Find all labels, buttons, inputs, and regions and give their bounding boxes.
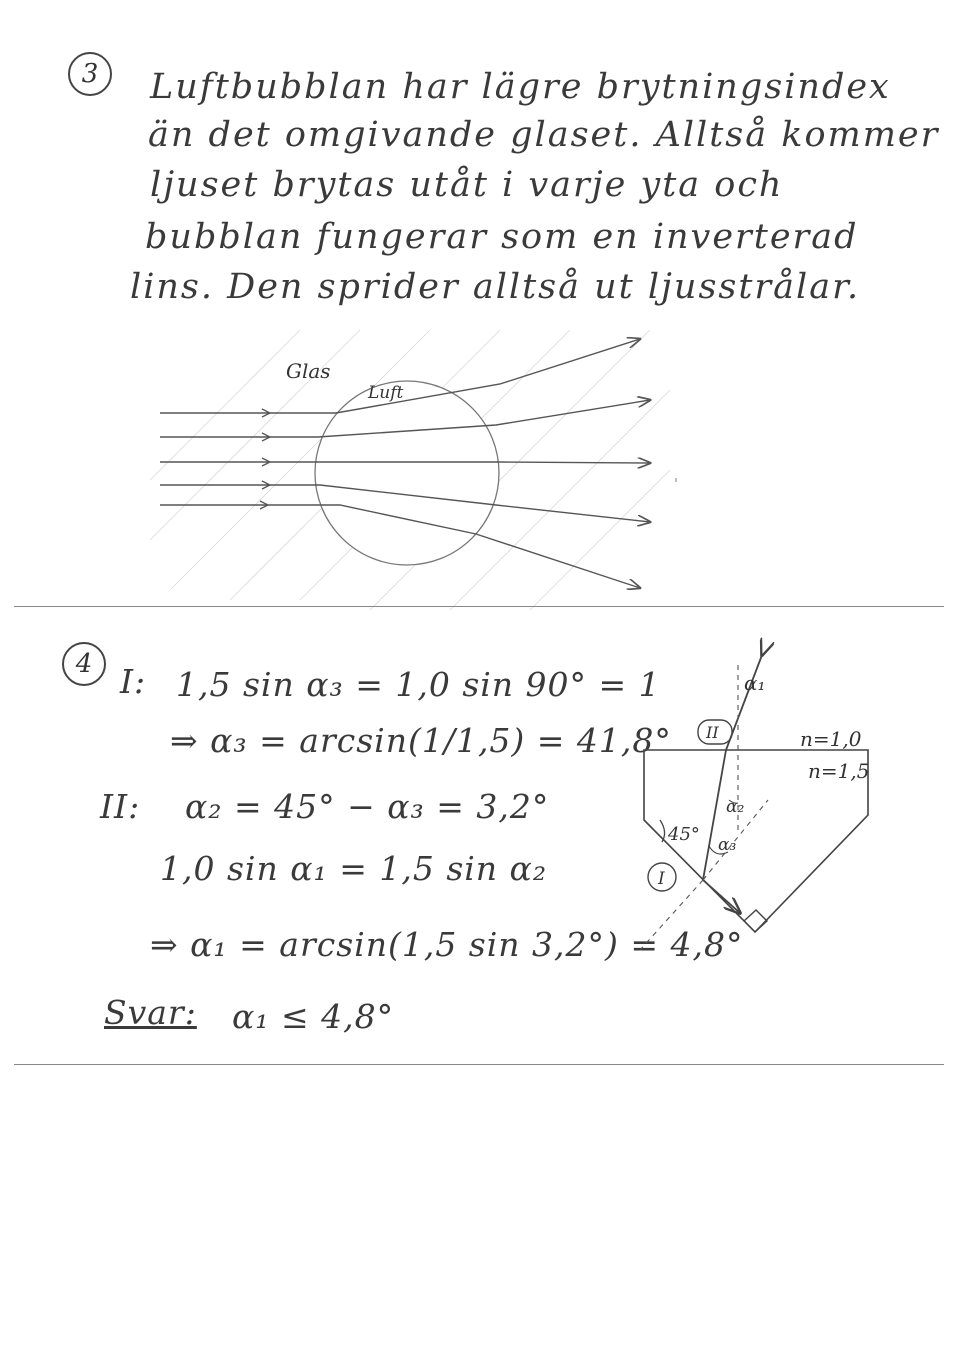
marker-I xyxy=(648,863,676,891)
label-45-degrees: 45° xyxy=(668,824,700,845)
refracted-ray xyxy=(703,750,726,880)
label-glass: Glas xyxy=(286,359,331,383)
label-alpha2: α₂ xyxy=(726,797,745,817)
label-n-top: n=1,0 xyxy=(800,727,862,751)
answer-label: Svar: xyxy=(104,993,197,1032)
answer-value: α₁ ≤ 4,8° xyxy=(232,997,395,1036)
eq-5: ⇒ α₁ = arcsin(1,5 sin 3,2°) = 4,8° xyxy=(150,925,744,964)
label-air: Luft xyxy=(368,383,404,403)
normal-slant-ext xyxy=(640,880,703,950)
problem-3-line-5: lins. Den sprider alltså ut ljusstrålar. xyxy=(130,267,861,307)
right-angle-marker xyxy=(744,910,767,932)
label-alpha3: α₃ xyxy=(718,835,737,855)
label-n-bottom: n=1,5 xyxy=(808,759,870,783)
problem-3-number: 3 xyxy=(68,52,112,96)
problem-3-line-1: Luftbubblan har lägre brytningsindex xyxy=(150,67,891,107)
svg-text:II: II xyxy=(706,723,719,742)
label-alpha1: α₁ xyxy=(744,671,766,695)
section-divider-2 xyxy=(14,1064,944,1065)
eq-3: α₂ = 45° − α₃ = 3,2° xyxy=(185,787,550,826)
problem-3-line-2: än det omgivande glaset. Alltså kommer xyxy=(148,115,940,155)
eq-1: 1,5 sin α₃ = 1,0 sin 90° = 1 xyxy=(176,665,661,704)
eq-1-label: I: xyxy=(120,662,147,701)
svg-text:I: I xyxy=(658,869,665,889)
marker-II xyxy=(698,720,732,744)
eq-3-label: II: xyxy=(100,787,141,826)
problem-3-line-3: ljuset brytas utåt i varje yta och xyxy=(150,165,784,205)
problem-3-line-4: bubblan fungerar som en inverterad xyxy=(145,217,859,257)
eq-4: 1,0 sin α₁ = 1,5 sin α₂ xyxy=(160,849,548,888)
eq-2: ⇒ α₃ = arcsin(1/1,5) = 41,8° xyxy=(170,721,672,760)
problem-4-number: 4 xyxy=(62,642,106,686)
reflected-ray xyxy=(703,880,740,913)
